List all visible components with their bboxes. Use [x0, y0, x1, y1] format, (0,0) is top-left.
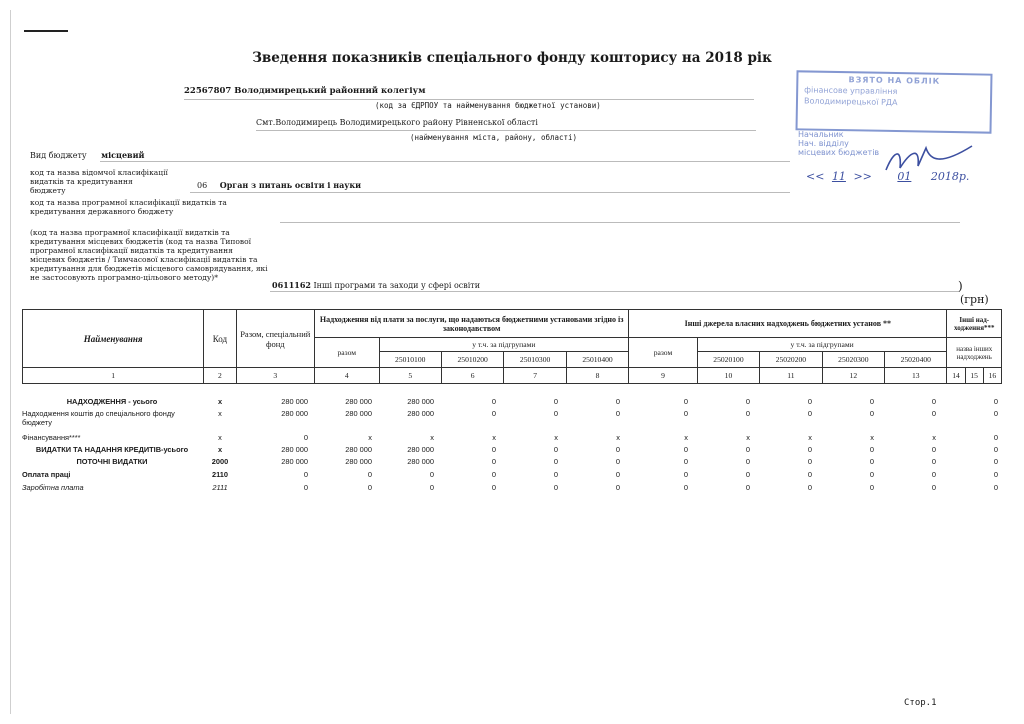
row-name: Заробітна плата — [22, 483, 84, 492]
row-value: 0 — [303, 433, 308, 442]
row-value: 280 000 — [407, 397, 434, 406]
row-code: x — [217, 397, 223, 406]
stamp-date-prefix: << — [806, 170, 825, 183]
program-name-underline — [270, 291, 960, 292]
row-value: 0 — [553, 397, 558, 406]
row-value: 0 — [615, 397, 620, 406]
row-value: 280 000 — [345, 397, 372, 406]
row-value: 0 — [993, 483, 998, 492]
col-number: 10 — [697, 368, 759, 384]
col-number: 2 — [204, 368, 236, 384]
row-value: 0 — [931, 445, 936, 454]
budget-type-label: Вид бюджету — [30, 151, 87, 160]
code-25010300: 25010300 — [504, 352, 566, 368]
row-value: x — [554, 433, 558, 442]
row-value: 280 000 — [281, 445, 308, 454]
stamp-date-year: 2018р. — [930, 170, 970, 183]
group1-subgroups: у т.ч. за підгрупами — [379, 338, 629, 352]
dept-class-code: 06 — [197, 181, 208, 190]
code-25020100: 25020100 — [697, 352, 759, 368]
dept-class-name: Орган з питань освіти і науки — [219, 180, 362, 190]
col-total-header: Разом, спеціальний фонд — [236, 310, 315, 368]
row-value: 0 — [745, 457, 750, 466]
page-number: Стор.1 — [904, 698, 937, 708]
closing-paren: ) — [958, 279, 963, 293]
row-value: 0 — [683, 457, 688, 466]
row-value: 0 — [683, 409, 688, 418]
row-value: 0 — [367, 483, 372, 492]
col-number: 3 — [236, 368, 315, 384]
code-25010100: 25010100 — [379, 352, 441, 368]
row-value: 0 — [931, 397, 936, 406]
budget-underline — [100, 161, 790, 162]
program-class-label: код та назва програмної класифікації видатків та кредитування державного бюджету — [30, 198, 227, 216]
col-number: 7 — [504, 368, 566, 384]
local-program-label: (код та назва програмної класифікації видатків та кредитування місцевих бюджетів (код та назва Типової програмної класифікації видатків та кредитування місцевих бюджетів / Тимчасової класифікації видатків та кредитування для бюджетів місцевого самоврядування, які не застосовують програмно-цільового методу)* — [30, 228, 268, 282]
row-code: 2111 — [212, 483, 228, 492]
program-underline — [280, 222, 960, 223]
code-25020400: 25020400 — [885, 352, 947, 368]
row-value: 0 — [553, 457, 558, 466]
row-name: Фінансування**** — [22, 433, 81, 442]
col-number: 8 — [566, 368, 628, 384]
row-value: 0 — [993, 433, 998, 442]
row-value: 0 — [553, 445, 558, 454]
row-value: 0 — [869, 397, 874, 406]
row-value: 0 — [993, 470, 998, 479]
row-value: x — [430, 433, 434, 442]
registration-stamp — [795, 70, 992, 133]
document-title: Зведення показників спеціального фонду кошторису на 2018 рік — [252, 50, 772, 66]
stamp-date-day: 11 — [831, 170, 846, 183]
row-value: 0 — [615, 483, 620, 492]
row-name: Оплата праці — [22, 470, 71, 479]
other-name-header: назва інших надходжень — [947, 338, 1002, 368]
org-code: 22567807 — [184, 86, 232, 96]
row-value: 0 — [491, 470, 496, 479]
row-value: 0 — [807, 397, 812, 406]
dept-class — [197, 180, 361, 190]
row-code: x — [218, 409, 222, 418]
stamp-line3: Володимирецької РДА — [803, 96, 898, 108]
group1-header: Надходження від плати за послуги, що надаються бюджетними установами згідно із законодавством — [315, 310, 629, 338]
page-edge — [10, 10, 11, 714]
row-value: 280 000 — [407, 445, 434, 454]
code-25010200: 25010200 — [441, 352, 503, 368]
location-underline — [256, 130, 756, 131]
row-value: 0 — [367, 470, 372, 479]
col-number: 15 — [965, 368, 983, 384]
row-value: 0 — [807, 457, 812, 466]
row-value: x — [684, 433, 688, 442]
row-name: ВИДАТКИ ТА НАДАННЯ КРЕДИТІВ-усього — [35, 445, 189, 454]
row-value: 0 — [491, 397, 496, 406]
row-value: 0 — [807, 483, 812, 492]
col-number: 1 — [23, 368, 204, 384]
row-value: 0 — [683, 445, 688, 454]
program-code: 0611162 — [272, 280, 311, 290]
col-number: 12 — [822, 368, 884, 384]
row-value: 0 — [993, 445, 998, 454]
stamp-line2: фінансове управління — [804, 85, 898, 97]
row-value: 0 — [993, 409, 998, 418]
code-25020300: 25020300 — [822, 352, 884, 368]
budget-type — [30, 150, 144, 160]
row-value: 0 — [745, 445, 750, 454]
row-value: 0 — [931, 457, 936, 466]
code-25010400: 25010400 — [566, 352, 628, 368]
row-value: 0 — [745, 397, 750, 406]
row-code: 2000 — [211, 457, 229, 466]
row-value: x — [492, 433, 496, 442]
row-value: x — [932, 433, 936, 442]
row-value: 0 — [615, 445, 620, 454]
row-value: 0 — [615, 470, 620, 479]
row-value: 280 000 — [407, 457, 434, 466]
row-name: ПОТОЧНІ ВИДАТКИ — [76, 457, 148, 466]
stamp-line4: Начальник — [798, 130, 844, 139]
dept-underline — [190, 192, 790, 193]
row-value: 0 — [683, 397, 688, 406]
row-code: x — [218, 433, 222, 442]
col-number: 4 — [315, 368, 379, 384]
report-table-body — [22, 397, 1002, 507]
row-code: 2110 — [211, 470, 229, 479]
corner-mark — [24, 30, 68, 32]
group3-header: Інші над- ходження*** — [947, 310, 1002, 338]
org-underline — [184, 99, 754, 100]
col-code-header: Код — [204, 310, 236, 368]
col-number: 5 — [379, 368, 441, 384]
budget-type-value: місцевий — [101, 150, 145, 160]
row-value: 0 — [869, 409, 874, 418]
row-value: 0 — [931, 409, 936, 418]
row-value: 0 — [993, 457, 998, 466]
org-caption: (код за ЄДРПОУ та найменування бюджетної установи) — [375, 101, 601, 110]
report-table-header — [22, 309, 1002, 384]
row-value: 280 000 — [281, 409, 308, 418]
row-value: 280 000 — [345, 457, 372, 466]
stamp-date-mid: >> — [853, 170, 872, 183]
row-value: 280 000 — [345, 409, 372, 418]
row-name: Надходження коштів до спеціального фонду бюджету — [22, 409, 175, 427]
row-value: x — [870, 433, 874, 442]
stamp-line5: Нач. відділу — [798, 139, 849, 148]
group2-subgroups: у т.ч. за підгрупами — [697, 338, 947, 352]
row-value: 0 — [931, 470, 936, 479]
stamp-line1: ВЗЯТО НА ОБЛІК — [848, 75, 941, 86]
row-value: 0 — [303, 470, 308, 479]
row-value: 0 — [429, 483, 434, 492]
location-name: Смт.Володимирець Володимирецького району Рівненської області — [256, 118, 538, 127]
row-value: 0 — [553, 409, 558, 418]
row-code: x — [217, 445, 223, 454]
row-value: 0 — [491, 457, 496, 466]
row-value: 280 000 — [407, 409, 434, 418]
row-value: 0 — [683, 483, 688, 492]
row-value: 0 — [993, 397, 998, 406]
row-value: 0 — [869, 457, 874, 466]
col-number: 13 — [885, 368, 947, 384]
col-number-row — [23, 368, 1002, 384]
row-value: x — [808, 433, 812, 442]
col-number: 11 — [760, 368, 822, 384]
group2-razom: разом — [629, 338, 697, 368]
row-value: 0 — [553, 483, 558, 492]
row-value: 0 — [807, 445, 812, 454]
group1-razom: разом — [315, 338, 379, 368]
col-number: 14 — [947, 368, 965, 384]
row-value: 0 — [615, 457, 620, 466]
row-value: 0 — [931, 483, 936, 492]
row-value: 0 — [745, 470, 750, 479]
row-value: 0 — [553, 470, 558, 479]
row-value: 0 — [745, 409, 750, 418]
stamp-lower — [798, 130, 879, 157]
stamp-date-month: 01 — [897, 170, 912, 183]
org-name: Володимирецький районний колегіум — [234, 86, 426, 96]
col-number: 9 — [629, 368, 697, 384]
row-value: 0 — [869, 445, 874, 454]
program-name: Інші програми та заходи у сфері освіти — [313, 281, 481, 290]
row-value: x — [616, 433, 620, 442]
row-value: 0 — [683, 470, 688, 479]
row-name: НАДХОДЖЕННЯ - усього — [66, 397, 158, 406]
row-value: 0 — [491, 445, 496, 454]
row-value: x — [746, 433, 750, 442]
dept-class-label: код та назва відомчої класифікації видатків та кредитування бюджету — [30, 168, 168, 195]
code-25020200: 25020200 — [760, 352, 822, 368]
row-value: 0 — [869, 483, 874, 492]
col-name-header: Найменування — [23, 310, 204, 368]
row-value: 0 — [807, 409, 812, 418]
row-value: 280 000 — [281, 457, 308, 466]
row-value: 0 — [615, 409, 620, 418]
row-value: 0 — [869, 470, 874, 479]
row-value: x — [368, 433, 372, 442]
row-value: 0 — [745, 483, 750, 492]
unit-label: (грн) — [960, 293, 989, 306]
row-value: 0 — [491, 483, 496, 492]
location-caption: (найменування міста, району, області) — [410, 133, 578, 142]
row-value: 0 — [807, 470, 812, 479]
col-number: 6 — [441, 368, 503, 384]
row-value: 0 — [303, 483, 308, 492]
row-value: 280 000 — [281, 397, 308, 406]
org-line — [184, 86, 426, 96]
program-line — [272, 280, 480, 290]
col-number: 16 — [983, 368, 1001, 384]
stamp-line6: місцевих бюджетів — [798, 148, 880, 157]
row-value: 0 — [429, 470, 434, 479]
row-value: 280 000 — [345, 445, 372, 454]
row-value: 0 — [491, 409, 496, 418]
group2-header: Інші джерела власних надходжень бюджетних установ ** — [629, 310, 947, 338]
stamp-date — [806, 170, 969, 183]
